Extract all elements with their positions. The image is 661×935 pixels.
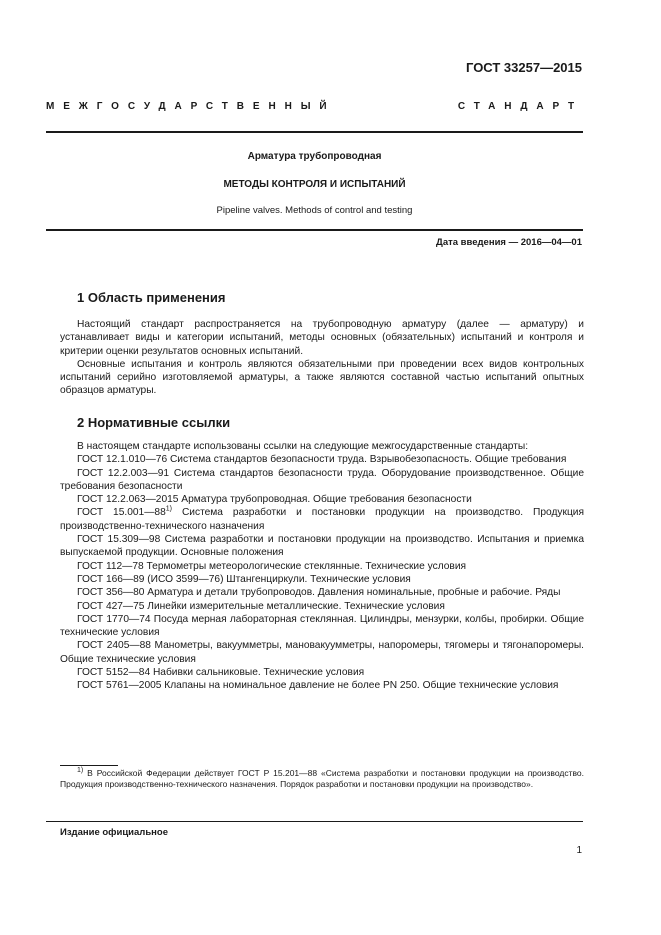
- reference-item: ГОСТ 2405—88 Манометры, вакуумметры, мановакуумметры, напоромеры, тягомеры и тягонапоромеры. Общие технические условия: [60, 640, 584, 665]
- reference-item: ГОСТ 166—89 (ИСО 3599—76) Штангенциркули. Технические условия: [77, 573, 411, 585]
- intro-date: Дата введения — 2016—04—01: [436, 237, 582, 248]
- top-rule: [46, 131, 583, 133]
- reference-item: ГОСТ 356—80 Арматура и детали трубопроводов. Давления номинальные, пробные и рабочие. Ряды: [77, 587, 561, 599]
- official-edition-label: Издание официальное: [60, 827, 168, 838]
- reference-text: Система разработки и постановки продукции на производство. Продукция производственно-технического назначения: [60, 507, 584, 532]
- section2-body: [60, 440, 584, 693]
- footnote-rule: [60, 765, 118, 766]
- footnote-mark: 1): [77, 767, 84, 775]
- reference-item: ГОСТ 12.1.010—76 Система стандартов безопасности труда. Взрывобезопасность. Общие требования: [77, 454, 567, 466]
- section2-intro: В настоящем стандарте использованы ссылки на следующие межгосударственные стандарты:: [77, 441, 529, 452]
- section2-heading: 2 Нормативные ссылки: [77, 415, 231, 430]
- footnote: [60, 768, 584, 791]
- standard-word: СТАНДАРТ: [457, 101, 583, 112]
- footnote-body: В Российской Федерации действует ГОСТ Р 15.201—88 «Система разработки и постановки продукции на производство. Продукция производственно-технического назначения. Порядок разработки и постановки продукции на производство».: [60, 768, 584, 790]
- reference-item: ГОСТ 15.309—98 Система разработки и постановки продукции на производство. Испытания и приемка выпускаемой продукции. Основные положения: [60, 534, 584, 559]
- section1-paragraph: Основные испытания и контроль являются обязательными при проведении всех видов контрольных испытаний серийно изготовляемой арматуры, а также являются составной частью испытаний опытных образцов арматуры.: [60, 358, 584, 397]
- footer-rule: [46, 821, 583, 822]
- interstate-standard-banner: [46, 101, 583, 112]
- section1-paragraph: Настоящий стандарт распространяется на трубопроводную арматуру (далее — арматуру) и устанавливает виды и категории испытаний, методы основных (обязательных) испытаний и контроля и критерии оценки результатов основных испытаний.: [60, 319, 584, 357]
- doc-code: ГОСТ 33257—2015: [466, 60, 582, 75]
- reference-item: ГОСТ 5152—84 Набивки сальниковые. Технические условия: [77, 667, 365, 679]
- reference-item: ГОСТ 12.2.063—2015 Арматура трубопроводная. Общие требования безопасности: [77, 494, 472, 506]
- reference-item: [60, 506, 584, 533]
- page-number: 1: [576, 845, 582, 856]
- title-rule: [46, 229, 583, 231]
- reference-item: ГОСТ 1770—74 Посуда мерная лабораторная стеклянная. Цилиндры, мензурки, колбы, пробирки. Общие технические условия: [60, 613, 584, 639]
- section1-heading: 1 Область применения: [77, 290, 226, 305]
- reference-code: ГОСТ 15.001—88: [77, 507, 166, 519]
- section1-body: [60, 318, 584, 398]
- title-ru-line1: Арматура трубопроводная: [247, 151, 382, 162]
- footnote-ref: 1): [165, 506, 172, 514]
- interstate-word: МЕЖГОСУДАРСТВЕННЫЙ: [46, 101, 336, 112]
- reference-item: ГОСТ 12.2.003—91 Система стандартов безопасности труда. Оборудование производственное. Общие требования безопасности: [60, 467, 584, 492]
- title-en: Pipeline valves. Methods of control and testing: [216, 205, 413, 216]
- footnote-text: [60, 768, 584, 791]
- reference-item: ГОСТ 5761—2005 Клапаны на номинальное давление не более PN 250. Общие технические условия: [77, 680, 559, 692]
- reference-item: ГОСТ 427—75 Линейки измерительные металлические. Технические условия: [77, 600, 445, 612]
- reference-item: ГОСТ 112—78 Термометры метеорологические стеклянные. Технические условия: [77, 560, 467, 572]
- title-ru-line2: МЕТОДЫ КОНТРОЛЯ И ИСПЫТАНИЙ: [223, 179, 406, 190]
